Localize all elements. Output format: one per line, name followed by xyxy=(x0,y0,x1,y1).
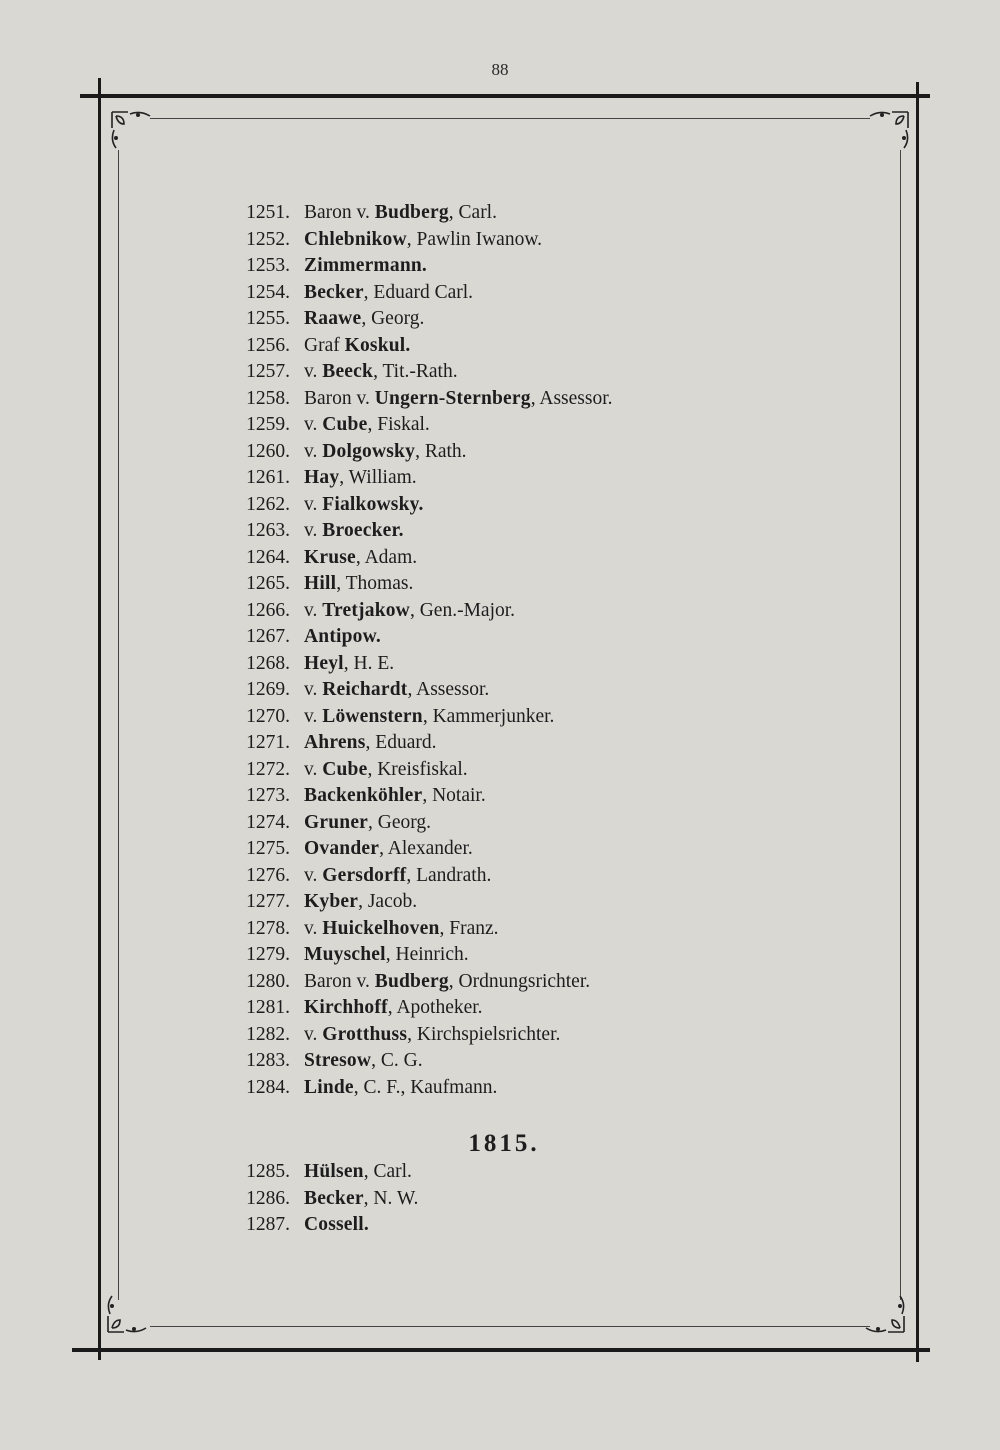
entry-details: , Eduard. xyxy=(365,732,437,753)
entry-surname: Grotthuss xyxy=(322,1023,408,1045)
entry-number: 1271. xyxy=(246,732,290,753)
entry-text xyxy=(304,253,427,279)
entry-prefix: v. xyxy=(304,493,323,515)
entry-number: 1278. xyxy=(246,917,290,939)
entry-text xyxy=(304,280,473,306)
entry-details: , Eduard Carl. xyxy=(363,281,474,303)
corner-ornament-bottom-left-icon xyxy=(104,1294,150,1338)
entry-surname: Cossell. xyxy=(304,1214,369,1235)
entry-text xyxy=(304,1048,423,1074)
inner-frame-right xyxy=(900,150,901,1300)
entry-surname: Becker xyxy=(304,281,364,303)
entry-text xyxy=(304,386,613,412)
entry-number: 1270. xyxy=(246,705,290,727)
entry-text xyxy=(304,545,417,571)
entry-surname: Ovander xyxy=(304,838,380,859)
year-heading-text: 1815. xyxy=(468,1130,540,1157)
entry-details: , Kirchspielsrichter. xyxy=(407,1023,561,1045)
entry-details: , Ordnungsrichter. xyxy=(448,970,591,992)
entry-surname: Budberg xyxy=(374,970,449,992)
entry-surname: Stresow xyxy=(304,1050,372,1071)
entry-details: , Apotheker. xyxy=(387,997,483,1018)
entry-prefix: v. xyxy=(304,917,323,939)
entry-number: 1253. xyxy=(246,255,290,276)
entry-text xyxy=(304,863,491,889)
entry-prefix: Baron v. xyxy=(304,387,375,409)
entry-surname: Hay xyxy=(304,467,340,488)
entry-details: , Georg. xyxy=(361,308,425,329)
entry-details: , Kammerjunker. xyxy=(422,705,555,727)
entry-details: , C. F., Kaufmann. xyxy=(353,1076,498,1098)
entry-prefix: v. xyxy=(304,679,323,700)
entry-text xyxy=(304,359,458,385)
entry-surname: Hülsen xyxy=(304,1161,364,1182)
frame-bottom-rule xyxy=(72,1348,930,1352)
entry-number: 1274. xyxy=(246,811,290,833)
entry-text xyxy=(304,598,515,624)
entry-prefix: Baron v. xyxy=(304,970,375,992)
entry-prefix: Graf xyxy=(304,334,345,356)
entry-text xyxy=(304,412,430,438)
entry-surname: Broecker. xyxy=(322,520,404,541)
entry-details: , Assessor. xyxy=(530,387,613,409)
entry-surname: Gersdorff xyxy=(322,864,407,886)
entry-text xyxy=(304,783,486,809)
entry-text xyxy=(304,704,554,730)
entry-number: 1266. xyxy=(246,599,290,621)
entry-number: 1269. xyxy=(246,679,290,700)
entry-text xyxy=(304,889,417,915)
frame-right-rule xyxy=(916,82,919,1362)
entry-number: 1283. xyxy=(246,1050,290,1071)
entry-number: 1286. xyxy=(246,1187,290,1209)
entry-number: 1282. xyxy=(246,1023,290,1045)
entry-number: 1287. xyxy=(246,1214,290,1235)
corner-ornament-top-right-icon xyxy=(866,106,912,150)
entry-surname: Linde xyxy=(304,1076,354,1098)
entry-text xyxy=(304,227,542,253)
entry-details: , C. G. xyxy=(371,1050,423,1071)
entry-text xyxy=(304,624,381,650)
entry-number: 1260. xyxy=(246,440,290,462)
entry-number: 1281. xyxy=(246,997,290,1018)
entry-surname: Zimmermann. xyxy=(304,255,427,276)
entry-number: 1264. xyxy=(246,546,290,568)
entry-prefix: v. xyxy=(304,705,323,727)
entry-surname: Kirchhoff xyxy=(304,997,388,1018)
entry-number: 1280. xyxy=(246,970,290,992)
entry-number: 1273. xyxy=(246,785,290,806)
entry-details: , Heinrich. xyxy=(385,944,469,965)
entry-text xyxy=(304,757,468,783)
entry-number: 1268. xyxy=(246,652,290,674)
entry-details: , Thomas. xyxy=(336,573,414,594)
year-heading xyxy=(0,1130,1000,1158)
entry-surname: Koskul. xyxy=(344,334,411,356)
entry-details: , Carl. xyxy=(448,202,497,223)
entry-surname: Huickelhoven xyxy=(322,917,440,939)
entry-number: 1279. xyxy=(246,944,290,965)
entry-text xyxy=(304,200,497,226)
entry-details: , Alexander. xyxy=(379,838,473,859)
corner-ornament-bottom-right-icon xyxy=(862,1294,908,1338)
entry-details: , Gen.-Major. xyxy=(409,599,516,621)
entry-prefix: v. xyxy=(304,1023,323,1045)
entry-number: 1285. xyxy=(246,1161,290,1182)
entry-prefix: v. xyxy=(304,758,323,780)
frame-top-rule xyxy=(80,94,930,98)
entry-surname: Kyber xyxy=(304,891,359,912)
entry-number: 1284. xyxy=(246,1076,290,1098)
entry-surname: Backenköhler xyxy=(304,785,423,806)
entry-text xyxy=(304,677,489,703)
inner-frame-top xyxy=(150,118,870,119)
entry-details: , Notair. xyxy=(422,785,486,806)
entry-number: 1265. xyxy=(246,573,290,594)
entry-number: 1276. xyxy=(246,864,290,886)
entry-details: , Jacob. xyxy=(358,891,418,912)
entry-prefix: v. xyxy=(304,520,323,541)
entry-number: 1272. xyxy=(246,758,290,780)
entry-text xyxy=(304,492,424,518)
entry-prefix: Baron v. xyxy=(304,202,375,223)
entry-number: 1254. xyxy=(246,281,290,303)
entry-text xyxy=(304,651,394,677)
entry-number: 1259. xyxy=(246,414,290,435)
entry-number: 1267. xyxy=(246,626,290,647)
entry-details: , Kreisfiskal. xyxy=(367,758,468,780)
entry-surname: Chlebnikow xyxy=(304,228,407,250)
entry-surname: Dolgowsky xyxy=(322,440,416,462)
entry-surname: Kruse xyxy=(304,546,356,568)
entry-number: 1258. xyxy=(246,387,290,409)
corner-ornament-top-left-icon xyxy=(108,106,154,150)
entry-number: 1252. xyxy=(246,228,290,250)
entry-surname: Gruner xyxy=(304,811,369,833)
entry-surname: Fialkowsky. xyxy=(322,493,424,515)
entry-number: 1256. xyxy=(246,334,290,356)
entry-surname: Löwenstern xyxy=(322,705,423,727)
entry-surname: Raawe xyxy=(304,308,362,329)
entry-text xyxy=(304,333,411,359)
entry-text xyxy=(304,1075,497,1101)
entry-number: 1275. xyxy=(246,838,290,859)
entry-text xyxy=(304,995,483,1021)
entry-text xyxy=(304,1159,412,1185)
entry-surname: Heyl xyxy=(304,652,344,674)
entry-details: , Rath. xyxy=(415,440,467,462)
entry-text xyxy=(304,518,404,544)
entry-number: 1251. xyxy=(246,202,290,223)
entry-details: , Landrath. xyxy=(406,864,492,886)
entry-text xyxy=(304,1212,369,1238)
entry-text xyxy=(304,969,590,995)
entry-number: 1255. xyxy=(246,308,290,329)
entry-details: , William. xyxy=(339,467,417,488)
entry-details: , N. W. xyxy=(363,1187,419,1209)
entry-prefix: v. xyxy=(304,414,323,435)
entry-surname: Muyschel xyxy=(304,944,386,965)
entry-number: 1263. xyxy=(246,520,290,541)
entry-text xyxy=(304,730,436,756)
entry-text xyxy=(304,916,499,942)
entry-details: , Pawlin Iwanow. xyxy=(406,228,543,250)
entry-number: 1277. xyxy=(246,891,290,912)
entry-text xyxy=(304,836,473,862)
entry-details: , Fiskal. xyxy=(367,414,430,435)
entry-text xyxy=(304,439,467,465)
entry-number: 1261. xyxy=(246,467,290,488)
entry-surname: Antipow. xyxy=(304,626,381,647)
entry-text xyxy=(304,810,431,836)
entry-prefix: v. xyxy=(304,440,323,462)
entry-surname: Hill xyxy=(304,573,337,594)
entry-details: , Carl. xyxy=(363,1161,412,1182)
entry-text xyxy=(304,1186,418,1212)
entry-details: , Tit.-Rath. xyxy=(373,361,458,382)
entry-details: , Adam. xyxy=(355,546,418,568)
page-number: 88 xyxy=(491,60,509,79)
inner-frame-bottom xyxy=(150,1326,870,1327)
entry-surname: Ungern-Sternberg xyxy=(374,387,531,409)
entry-details: , H. E. xyxy=(343,652,395,674)
entry-text xyxy=(304,1022,560,1048)
entry-text xyxy=(304,306,424,332)
entry-prefix: v. xyxy=(304,361,323,382)
entry-number: 1262. xyxy=(246,493,290,515)
entry-details: , Georg. xyxy=(368,811,432,833)
entry-surname: Budberg xyxy=(374,202,449,223)
entry-text xyxy=(304,571,413,597)
entry-surname: Cube xyxy=(322,758,368,780)
entry-details: , Assessor. xyxy=(407,679,490,700)
entry-number: 1257. xyxy=(246,361,290,382)
entry-prefix: v. xyxy=(304,864,323,886)
entry-prefix: v. xyxy=(304,599,323,621)
entry-text xyxy=(304,942,469,968)
entry-surname: Tretjakow xyxy=(322,599,410,621)
entry-surname: Ahrens xyxy=(304,732,366,753)
entry-surname: Reichardt xyxy=(322,679,408,700)
entry-text xyxy=(304,465,417,491)
entry-surname: Cube xyxy=(322,414,368,435)
entry-details: , Franz. xyxy=(439,917,499,939)
entry-surname: Becker xyxy=(304,1187,364,1209)
entry-surname: Beeck xyxy=(322,361,374,382)
